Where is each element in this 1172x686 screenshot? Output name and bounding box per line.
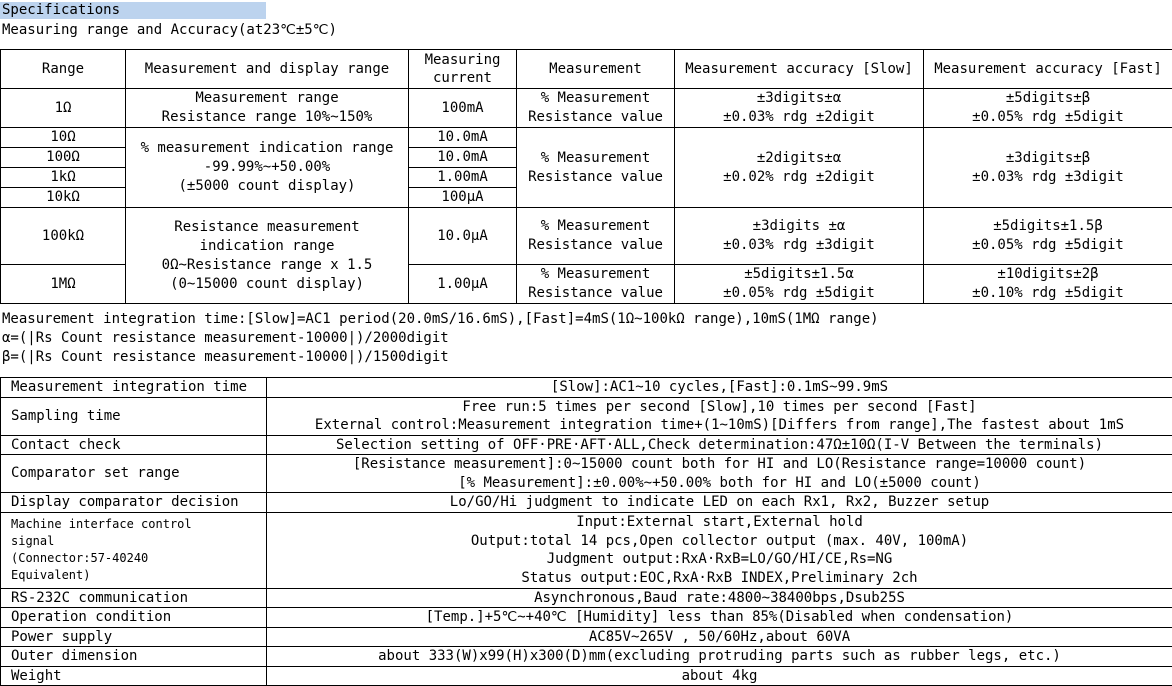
- measurement-cell: % Measurement Resistance value: [517, 265, 675, 304]
- display-range-cell: Measurement range Resistance range 10%~150%: [126, 89, 409, 128]
- spec-label: Comparator set range: [1, 455, 267, 493]
- current-cell: 1.00mA: [409, 168, 517, 188]
- spec-label: Power supply: [1, 627, 267, 647]
- range-cell: 1kΩ: [1, 168, 126, 188]
- spec-label: Measurement integration time: [1, 378, 267, 398]
- measurement-cell: % Measurement Resistance value: [517, 128, 675, 208]
- table-row: [1, 128, 1172, 148]
- accuracy-fast-cell: ±5digits±β ±0.05% rdg ±5digit: [924, 89, 1172, 128]
- spec-label: Weight: [1, 666, 267, 686]
- spec-label: Contact check: [1, 435, 267, 455]
- header-display-range: Measurement and display range: [126, 50, 409, 89]
- table-row: [1, 647, 1172, 667]
- range-cell: 100kΩ: [1, 208, 126, 265]
- range-cell: 100Ω: [1, 148, 126, 168]
- range-cell: 10Ω: [1, 128, 126, 148]
- accuracy-fast-cell: ±10digits±2β ±0.10% rdg ±5digit: [924, 265, 1172, 304]
- spec-label: Display comparator decision: [1, 493, 267, 513]
- spec-value: about 333(W)x99(H)x300(D)mm(excluding protruding parts such as rubber legs, etc.): [267, 647, 1172, 667]
- table-row: [1, 455, 1172, 493]
- spec-value: Free run:5 times per second [Slow],10 times per second [Fast] External control:Measurement integration time+(1~10mS)[Differs from range],The fastest about 1mS: [267, 397, 1172, 435]
- current-cell: 10.0mA: [409, 128, 517, 148]
- table-row: [1, 608, 1172, 628]
- table-header-row: [1, 50, 1172, 89]
- measuring-range-table: [0, 49, 1172, 304]
- spec-value: Selection setting of OFF·PRE·AFT·ALL,Check determination:47Ω±10Ω(I-V Between the terminals): [267, 435, 1172, 455]
- accuracy-slow-cell: ±3digits ±α ±0.03% rdg ±3digit: [675, 208, 924, 265]
- integration-time-note: Measurement integration time:[Slow]=AC1 period(20.0mS/16.6mS),[Fast]=4mS(1Ω~100kΩ range),10mS(1MΩ range): [2, 310, 879, 329]
- table-row: [1, 435, 1172, 455]
- current-cell: 10.0μA: [409, 208, 517, 265]
- accuracy-slow-cell: ±2digits±α ±0.02% rdg ±2digit: [675, 128, 924, 208]
- spec-label: Operation condition: [1, 608, 267, 628]
- spec-label: Machine interface control signal (Connector:57-40240 Equivalent): [1, 512, 267, 588]
- header-accuracy-slow: Measurement accuracy [Slow]: [675, 50, 924, 89]
- beta-formula: β=(|Rs Count resistance measurement-10000|)/1500digit: [2, 348, 879, 367]
- spec-value: about 4kg: [267, 666, 1172, 686]
- spec-label: Outer dimension: [1, 647, 267, 667]
- header-range: Range: [1, 50, 126, 89]
- section-heading: Specifications: [0, 2, 266, 19]
- range-cell: 1Ω: [1, 89, 126, 128]
- header-measurement: Measurement: [517, 50, 675, 89]
- current-cell: 1.00μA: [409, 265, 517, 304]
- range-cell: 1MΩ: [1, 265, 126, 304]
- spec-value: [Slow]:AC1~10 cycles,[Fast]:0.1mS~99.9mS: [267, 378, 1172, 398]
- table-row: [1, 89, 1172, 128]
- table-row: [1, 493, 1172, 513]
- measurement-cell: % Measurement Resistance value: [517, 89, 675, 128]
- measurement-cell: % Measurement Resistance value: [517, 208, 675, 265]
- general-spec-table: [0, 377, 1172, 686]
- formula-notes: [2, 310, 879, 367]
- spec-value: AC85V~265V , 50/60Hz,about 60VA: [267, 627, 1172, 647]
- section-subheading: Measuring range and Accuracy(at23℃±5℃): [2, 21, 337, 39]
- accuracy-slow-cell: ±5digits±1.5α ±0.05% rdg ±5digit: [675, 265, 924, 304]
- table-row: [1, 627, 1172, 647]
- range-cell: 10kΩ: [1, 188, 126, 208]
- table-row: [1, 208, 1172, 265]
- alpha-formula: α=(|Rs Count resistance measurement-10000|)/2000digit: [2, 329, 879, 348]
- table-row: [1, 378, 1172, 398]
- current-cell: 100μA: [409, 188, 517, 208]
- accuracy-fast-cell: ±5digits±1.5β ±0.05% rdg ±5digit: [924, 208, 1172, 265]
- spec-value: [Resistance measurement]:0~15000 count both for HI and LO(Resistance range=10000 count) [% Measurement]:±0.00%~+50.00% both for HI and LO(±5000 count): [267, 455, 1172, 493]
- spec-value: Input:External start,External hold Output:total 14 pcs,Open collector output (max. 40V, 100mA) Judgment output:RxA·RxB=LO/GO/HI/CE,Rs=NG Status output:EOC,RxA·RxB INDEX,Preliminary 2ch: [267, 512, 1172, 588]
- display-range-cell: % measurement indication range -99.99%~+50.00% (±5000 count display): [126, 128, 409, 208]
- spec-label: Sampling time: [1, 397, 267, 435]
- spec-value: Asynchronous,Baud rate:4800~38400bps,Dsub25S: [267, 588, 1172, 608]
- table-row: [1, 397, 1172, 435]
- current-cell: 100mA: [409, 89, 517, 128]
- spec-value: [Temp.]+5℃~+40℃ [Humidity] less than 85%(Disabled when condensation): [267, 608, 1172, 628]
- current-cell: 10.0mA: [409, 148, 517, 168]
- header-current: Measuring current: [409, 50, 517, 89]
- table-row: [1, 512, 1172, 588]
- display-range-cell: Resistance measurement indication range 0Ω~Resistance range x 1.5 (0~15000 count display): [126, 208, 409, 304]
- accuracy-slow-cell: ±3digits±α ±0.03% rdg ±2digit: [675, 89, 924, 128]
- accuracy-fast-cell: ±3digits±β ±0.03% rdg ±3digit: [924, 128, 1172, 208]
- spec-value: Lo/GO/Hi judgment to indicate LED on each Rx1, Rx2, Buzzer setup: [267, 493, 1172, 513]
- table-row: [1, 588, 1172, 608]
- spec-label: RS-232C communication: [1, 588, 267, 608]
- table-row: [1, 666, 1172, 686]
- header-accuracy-fast: Measurement accuracy [Fast]: [924, 50, 1172, 89]
